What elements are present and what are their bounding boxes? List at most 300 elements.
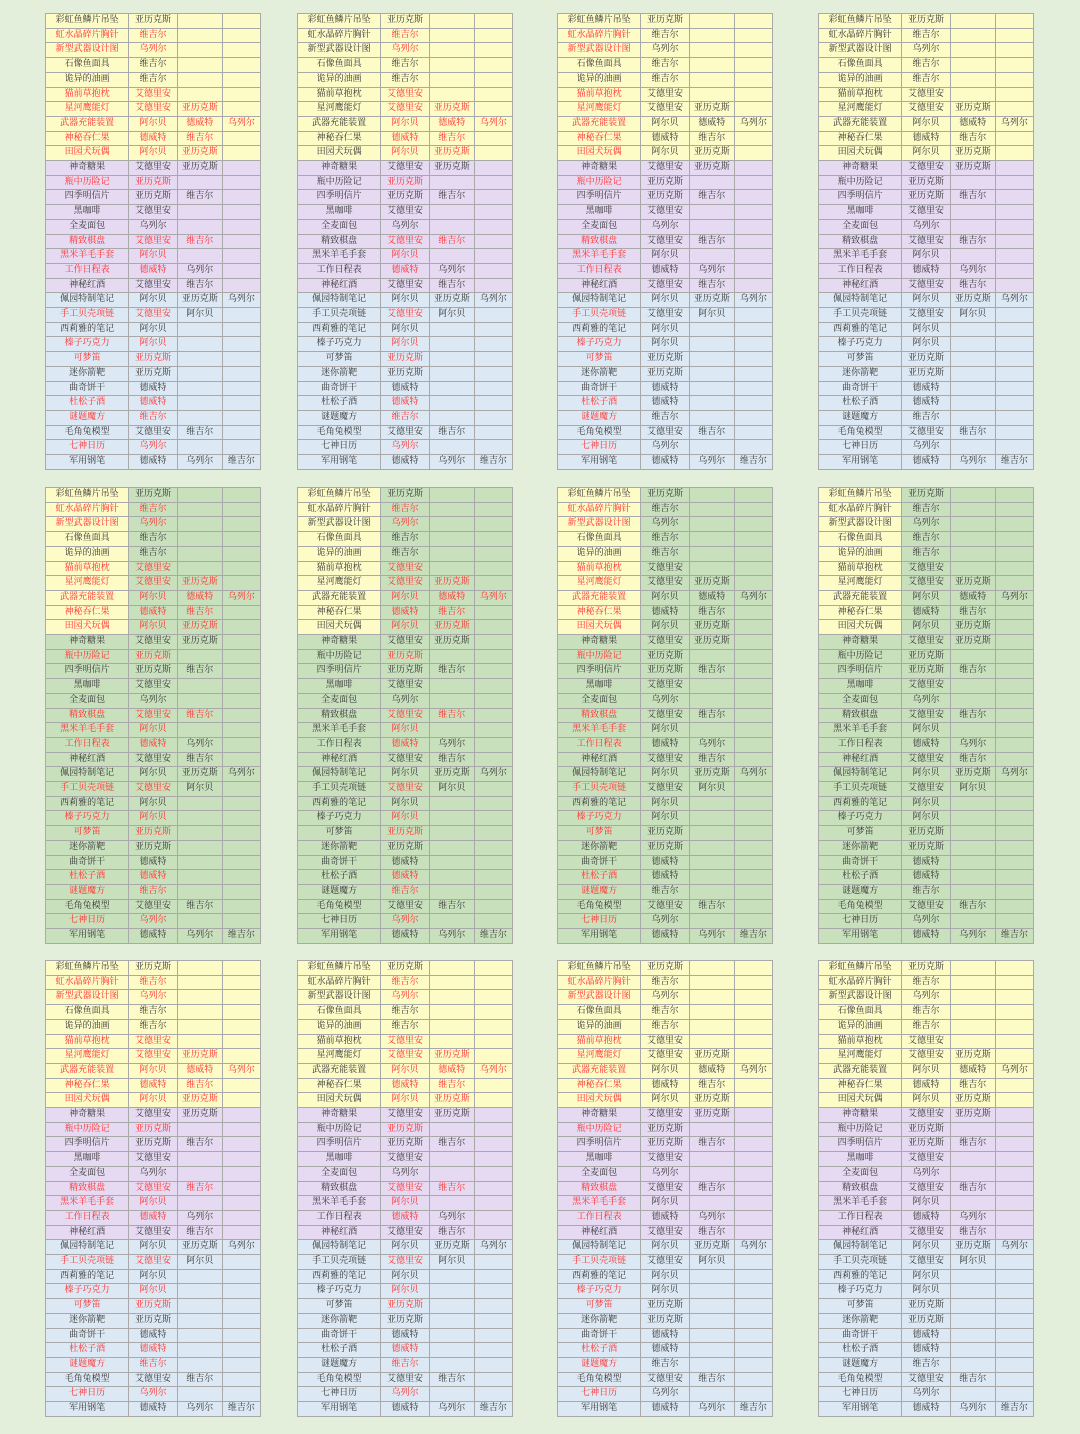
gift-name-cell: 黑咖啡 <box>819 1152 902 1167</box>
gift-name-cell: 军用钢笔 <box>819 455 902 470</box>
recipient-cell <box>222 693 260 708</box>
recipient-cell <box>995 840 1033 855</box>
gift-name-cell: 工作日程表 <box>298 737 381 752</box>
recipient-cell <box>950 1005 995 1020</box>
recipient-cell: 艾德里安 <box>902 679 950 694</box>
recipient-cell: 阿尔贝 <box>129 723 177 738</box>
gift-name-cell: 迷你箭靶 <box>819 1313 902 1328</box>
recipient-cell <box>950 1269 995 1284</box>
gift-name-cell: 手工贝壳项链 <box>558 782 641 797</box>
recipient-cell: 乌列尔 <box>995 116 1033 131</box>
gift-name-cell: 猫前草抱枕 <box>46 561 129 576</box>
recipient-cell: 艾德里安 <box>902 576 950 591</box>
recipient-cell: 艾德里安 <box>641 1108 689 1123</box>
gift-name-cell: 曲奇饼干 <box>46 855 129 870</box>
gift-name-cell: 迷你箭靶 <box>298 1313 381 1328</box>
gift-name-cell: 星河鹰能灯 <box>819 1049 902 1064</box>
gift-name-cell: 精致棋盘 <box>558 708 641 723</box>
recipient-cell: 亚历克斯 <box>381 840 429 855</box>
recipient-cell: 阿尔贝 <box>641 146 689 161</box>
gift-name-cell: 西莉雅的笔记 <box>46 1269 129 1284</box>
recipient-cell <box>734 1313 772 1328</box>
table-row <box>46 796 261 811</box>
recipient-cell <box>689 1005 734 1020</box>
recipient-cell: 艾德里安 <box>381 1225 429 1240</box>
recipient-cell: 艾德里安 <box>381 679 429 694</box>
gift-name-cell: 佩园特制笔记 <box>558 1240 641 1255</box>
gift-name-cell: 手工贝壳项链 <box>558 308 641 323</box>
recipient-cell <box>474 1078 512 1093</box>
recipient-cell <box>474 693 512 708</box>
table-row <box>298 782 513 797</box>
recipient-cell <box>474 620 512 635</box>
recipient-cell <box>474 205 512 220</box>
recipient-cell: 阿尔贝 <box>177 308 222 323</box>
gift-name-cell: 佩园特制笔记 <box>298 1240 381 1255</box>
recipient-cell <box>177 410 222 425</box>
table-row <box>46 532 261 547</box>
recipient-cell <box>177 502 222 517</box>
recipient-cell: 艾德里安 <box>641 278 689 293</box>
recipient-cell: 艾德里安 <box>381 425 429 440</box>
recipient-cell <box>222 440 260 455</box>
recipient-cell <box>177 322 222 337</box>
gift-name-cell: 神秘吞仁果 <box>298 131 381 146</box>
table-row <box>819 1357 1034 1372</box>
gift-name-cell: 军用钢笔 <box>298 929 381 944</box>
recipient-cell: 维吉尔 <box>177 1078 222 1093</box>
recipient-cell <box>429 1343 474 1358</box>
table-row <box>298 561 513 576</box>
recipient-cell <box>177 87 222 102</box>
recipient-cell: 阿尔贝 <box>381 1063 429 1078</box>
recipient-cell: 亚历克斯 <box>641 488 689 503</box>
table-row <box>819 1005 1034 1020</box>
recipient-cell <box>689 87 734 102</box>
recipient-cell <box>429 870 474 885</box>
recipient-cell: 阿尔贝 <box>381 116 429 131</box>
table-row <box>558 590 773 605</box>
recipient-cell <box>734 664 772 679</box>
recipient-cell <box>995 14 1033 29</box>
table-row <box>46 884 261 899</box>
recipient-cell <box>689 679 734 694</box>
recipient-cell <box>222 1181 260 1196</box>
recipient-cell: 艾德里安 <box>641 899 689 914</box>
recipient-cell <box>474 1372 512 1387</box>
recipient-cell <box>474 840 512 855</box>
gift-name-cell: 手工贝壳项链 <box>298 1255 381 1270</box>
table-row <box>558 1034 773 1049</box>
gift-name-cell: 军用钢笔 <box>558 1402 641 1417</box>
recipient-cell <box>734 855 772 870</box>
gift-name-cell: 精致棋盘 <box>46 234 129 249</box>
recipient-cell: 艾德里安 <box>129 1372 177 1387</box>
recipient-cell <box>689 14 734 29</box>
recipient-cell <box>429 43 474 58</box>
recipient-cell: 艾德里安 <box>381 1152 429 1167</box>
recipient-cell <box>474 308 512 323</box>
recipient-cell: 维吉尔 <box>902 975 950 990</box>
gift-name-cell: 新型武器设计图 <box>298 43 381 58</box>
recipient-cell <box>689 649 734 664</box>
recipient-cell: 艾德里安 <box>641 679 689 694</box>
table-row <box>819 914 1034 929</box>
recipient-cell: 阿尔贝 <box>381 1196 429 1211</box>
table-row <box>819 737 1034 752</box>
recipient-cell: 德威特 <box>429 116 474 131</box>
recipient-cell: 乌列尔 <box>381 219 429 234</box>
recipient-cell: 维吉尔 <box>641 1005 689 1020</box>
recipient-cell: 亚历克斯 <box>381 488 429 503</box>
recipient-cell: 艾德里安 <box>129 782 177 797</box>
recipient-cell: 维吉尔 <box>902 884 950 899</box>
recipient-cell: 艾德里安 <box>641 308 689 323</box>
gift-name-cell: 彩虹鱼鳞片吊坠 <box>819 961 902 976</box>
gift-name-cell: 石像鱼面具 <box>46 532 129 547</box>
gift-name-cell: 神秘红酒 <box>298 752 381 767</box>
recipient-cell: 亚历克斯 <box>950 161 995 176</box>
table-row <box>819 961 1034 976</box>
recipient-cell <box>689 1122 734 1137</box>
gift-name-cell: 曲奇饼干 <box>46 381 129 396</box>
recipient-cell <box>995 1225 1033 1240</box>
table-row <box>819 14 1034 29</box>
recipient-cell: 维吉尔 <box>129 58 177 73</box>
table-row <box>558 796 773 811</box>
recipient-cell: 阿尔贝 <box>641 590 689 605</box>
gift-name-cell: 黑米羊毛手套 <box>819 723 902 738</box>
recipient-cell: 乌列尔 <box>222 293 260 308</box>
table-row <box>819 116 1034 131</box>
recipient-cell <box>474 990 512 1005</box>
table-row <box>819 1372 1034 1387</box>
recipient-cell <box>950 366 995 381</box>
gift-name-cell: 神奇糖果 <box>819 1108 902 1123</box>
table-row <box>819 605 1034 620</box>
recipient-cell <box>222 234 260 249</box>
recipient-cell: 亚历克斯 <box>689 767 734 782</box>
gift-name-cell: 黑咖啡 <box>558 1152 641 1167</box>
recipient-cell <box>474 425 512 440</box>
table-row <box>46 131 261 146</box>
recipient-cell: 维吉尔 <box>950 664 995 679</box>
recipient-cell: 阿尔贝 <box>902 590 950 605</box>
table-row <box>558 693 773 708</box>
recipient-cell: 德威特 <box>902 870 950 885</box>
table-row <box>819 1240 1034 1255</box>
recipient-cell: 乌列尔 <box>129 914 177 929</box>
recipient-cell <box>995 649 1033 664</box>
gift-name-cell: 黑咖啡 <box>46 205 129 220</box>
table-row <box>46 502 261 517</box>
recipient-cell: 乌列尔 <box>641 1387 689 1402</box>
table-row <box>558 826 773 841</box>
recipient-cell: 维吉尔 <box>177 131 222 146</box>
recipient-cell: 维吉尔 <box>474 929 512 944</box>
recipient-cell <box>222 146 260 161</box>
recipient-cell <box>950 396 995 411</box>
gift-name-cell: 可梦笛 <box>298 1299 381 1314</box>
recipient-cell <box>429 517 474 532</box>
table-row <box>46 28 261 43</box>
recipient-cell <box>689 884 734 899</box>
recipient-cell: 阿尔贝 <box>902 811 950 826</box>
gift-name-cell: 迷你箭靶 <box>558 1313 641 1328</box>
gift-name-cell: 工作日程表 <box>298 263 381 278</box>
recipient-cell <box>429 1299 474 1314</box>
gift-name-cell: 工作日程表 <box>819 737 902 752</box>
recipient-cell: 维吉尔 <box>129 884 177 899</box>
gift-name-cell: 可梦笛 <box>46 1299 129 1314</box>
recipient-cell <box>222 308 260 323</box>
recipient-cell: 阿尔贝 <box>381 620 429 635</box>
recipient-cell <box>474 1019 512 1034</box>
recipient-cell <box>950 14 995 29</box>
recipient-cell: 阿尔贝 <box>129 620 177 635</box>
recipient-cell: 维吉尔 <box>429 131 474 146</box>
table-row <box>558 884 773 899</box>
recipient-cell <box>734 1343 772 1358</box>
table-row <box>298 1313 513 1328</box>
recipient-cell: 乌列尔 <box>689 455 734 470</box>
recipient-cell <box>689 249 734 264</box>
table-row <box>819 455 1034 470</box>
gift-name-cell: 可梦笛 <box>558 352 641 367</box>
gift-table <box>557 13 773 470</box>
table-row <box>819 1108 1034 1123</box>
gift-name-cell: 神奇糖果 <box>46 1108 129 1123</box>
recipient-cell: 阿尔贝 <box>902 1093 950 1108</box>
recipient-cell <box>950 811 995 826</box>
recipient-cell <box>222 87 260 102</box>
recipient-cell: 亚历克斯 <box>177 102 222 117</box>
table-row <box>46 1034 261 1049</box>
gift-name-cell: 杜松子酒 <box>558 396 641 411</box>
recipient-cell <box>222 1137 260 1152</box>
recipient-cell: 维吉尔 <box>689 1181 734 1196</box>
gift-name-cell: 七神日历 <box>558 1387 641 1402</box>
gift-name-cell: 田园犬玩偶 <box>558 1093 641 1108</box>
gift-name-cell: 七神日历 <box>46 914 129 929</box>
recipient-cell: 亚历克斯 <box>429 635 474 650</box>
gift-name-cell: 黑米羊毛手套 <box>819 249 902 264</box>
table-row <box>298 337 513 352</box>
gift-name-cell: 黑咖啡 <box>819 679 902 694</box>
recipient-cell: 乌列尔 <box>950 737 995 752</box>
recipient-cell <box>474 975 512 990</box>
recipient-cell: 乌列尔 <box>734 116 772 131</box>
gift-name-cell: 杜松子酒 <box>298 396 381 411</box>
recipient-cell: 艾德里安 <box>129 234 177 249</box>
recipient-cell: 德威特 <box>381 1078 429 1093</box>
recipient-cell <box>995 1122 1033 1137</box>
gift-name-cell: 曲奇饼干 <box>819 1328 902 1343</box>
table-row <box>298 990 513 1005</box>
recipient-cell: 乌列尔 <box>177 455 222 470</box>
table-row <box>298 1255 513 1270</box>
gift-name-cell: 手工贝壳项链 <box>558 1255 641 1270</box>
recipient-cell <box>177 219 222 234</box>
gift-name-cell: 工作日程表 <box>298 1210 381 1225</box>
recipient-cell <box>222 708 260 723</box>
recipient-cell: 维吉尔 <box>429 1372 474 1387</box>
recipient-cell <box>950 693 995 708</box>
recipient-cell: 阿尔贝 <box>381 1240 429 1255</box>
recipient-cell <box>222 517 260 532</box>
gift-name-cell: 榛子巧克力 <box>298 811 381 826</box>
recipient-cell: 亚历克斯 <box>689 102 734 117</box>
recipient-cell <box>429 410 474 425</box>
gift-name-cell: 四季明信片 <box>298 190 381 205</box>
recipient-cell: 维吉尔 <box>129 1005 177 1020</box>
recipient-cell <box>177 546 222 561</box>
recipient-cell <box>950 1284 995 1299</box>
gift-name-cell: 西莉雅的笔记 <box>558 796 641 811</box>
recipient-cell <box>177 1034 222 1049</box>
gift-name-cell: 毛角兔模型 <box>46 1372 129 1387</box>
recipient-cell <box>177 1122 222 1137</box>
recipient-cell: 亚历克斯 <box>902 175 950 190</box>
gift-name-cell: 毛角兔模型 <box>298 425 381 440</box>
table-row <box>819 635 1034 650</box>
recipient-cell: 维吉尔 <box>902 502 950 517</box>
recipient-cell <box>995 723 1033 738</box>
recipient-cell: 艾德里安 <box>381 708 429 723</box>
table-row <box>819 929 1034 944</box>
recipient-cell <box>222 14 260 29</box>
gift-name-cell: 神奇糖果 <box>819 161 902 176</box>
recipient-cell <box>474 546 512 561</box>
table-row <box>558 990 773 1005</box>
recipient-cell <box>995 752 1033 767</box>
table-row <box>819 1166 1034 1181</box>
recipient-cell <box>995 870 1033 885</box>
recipient-cell <box>734 308 772 323</box>
recipient-cell: 乌列尔 <box>995 293 1033 308</box>
table-row <box>298 576 513 591</box>
table-row <box>819 532 1034 547</box>
gift-name-cell: 杜松子酒 <box>46 396 129 411</box>
recipient-cell <box>222 1019 260 1034</box>
gift-name-cell: 诡异的油画 <box>46 72 129 87</box>
recipient-cell <box>429 855 474 870</box>
table-row <box>558 708 773 723</box>
table-row <box>46 1255 261 1270</box>
recipient-cell: 艾德里安 <box>641 1255 689 1270</box>
recipient-cell <box>950 488 995 503</box>
table-row <box>819 293 1034 308</box>
recipient-cell <box>474 811 512 826</box>
recipient-cell <box>734 532 772 547</box>
table-row <box>46 811 261 826</box>
gift-name-cell: 佩园特制笔记 <box>558 293 641 308</box>
recipient-cell <box>689 561 734 576</box>
recipient-cell: 阿尔贝 <box>902 1284 950 1299</box>
recipient-cell: 维吉尔 <box>429 664 474 679</box>
recipient-cell: 德威特 <box>689 116 734 131</box>
recipient-cell <box>474 396 512 411</box>
recipient-cell <box>222 1343 260 1358</box>
gift-name-cell: 田园犬玩偶 <box>46 1093 129 1108</box>
recipient-cell <box>429 337 474 352</box>
recipient-cell: 德威特 <box>381 1328 429 1343</box>
recipient-cell: 亚历克斯 <box>689 576 734 591</box>
gift-name-cell: 猫前草抱枕 <box>298 87 381 102</box>
table-row <box>819 72 1034 87</box>
recipient-cell <box>950 1313 995 1328</box>
recipient-cell <box>734 1284 772 1299</box>
gift-name-cell: 曲奇饼干 <box>558 381 641 396</box>
recipient-cell: 亚历克斯 <box>429 620 474 635</box>
gift-name-cell: 神秘红酒 <box>819 1225 902 1240</box>
recipient-cell: 德威特 <box>429 590 474 605</box>
recipient-cell: 阿尔贝 <box>902 322 950 337</box>
recipient-cell: 艾德里安 <box>641 576 689 591</box>
gift-table <box>45 487 261 944</box>
recipient-cell <box>734 14 772 29</box>
table-row <box>298 293 513 308</box>
table-row <box>298 517 513 532</box>
gift-name-cell: 西莉雅的笔记 <box>558 322 641 337</box>
recipient-cell <box>474 561 512 576</box>
recipient-cell: 艾德里安 <box>902 1255 950 1270</box>
recipient-cell: 维吉尔 <box>222 1402 260 1417</box>
table-row <box>46 1299 261 1314</box>
recipient-cell <box>734 1225 772 1240</box>
recipient-cell: 德威特 <box>381 737 429 752</box>
recipient-cell: 亚历克斯 <box>129 826 177 841</box>
recipient-cell: 艾德里安 <box>381 635 429 650</box>
recipient-cell: 德威特 <box>381 870 429 885</box>
recipient-cell: 德威特 <box>902 1078 950 1093</box>
table-row <box>558 1210 773 1225</box>
table-row <box>558 161 773 176</box>
table-row <box>819 366 1034 381</box>
table-row <box>298 1019 513 1034</box>
gift-name-cell: 黑咖啡 <box>298 679 381 694</box>
recipient-cell <box>950 1328 995 1343</box>
recipient-cell: 亚历克斯 <box>902 1313 950 1328</box>
recipient-cell: 维吉尔 <box>950 752 995 767</box>
recipient-cell <box>950 337 995 352</box>
recipient-cell <box>995 620 1033 635</box>
gift-table <box>297 487 513 944</box>
table-row <box>46 620 261 635</box>
recipient-cell: 艾德里安 <box>129 87 177 102</box>
table-row <box>558 649 773 664</box>
recipient-cell <box>689 811 734 826</box>
recipient-cell: 维吉尔 <box>641 1357 689 1372</box>
table-row <box>558 1255 773 1270</box>
gift-name-cell: 彩虹鱼鳞片吊坠 <box>558 961 641 976</box>
recipient-cell: 阿尔贝 <box>381 1269 429 1284</box>
table-row <box>46 322 261 337</box>
recipient-cell: 乌列尔 <box>129 1387 177 1402</box>
table-row <box>46 249 261 264</box>
recipient-cell: 亚历克斯 <box>902 352 950 367</box>
recipient-cell <box>734 337 772 352</box>
table-row <box>558 146 773 161</box>
gift-name-cell: 石像鱼面具 <box>819 532 902 547</box>
recipient-cell: 阿尔贝 <box>950 782 995 797</box>
recipient-cell: 维吉尔 <box>902 58 950 73</box>
recipient-cell: 亚历克斯 <box>641 961 689 976</box>
gift-name-cell: 猫前草抱枕 <box>46 87 129 102</box>
table-row <box>46 1078 261 1093</box>
table-row <box>46 1108 261 1123</box>
recipient-cell: 德威特 <box>902 1210 950 1225</box>
